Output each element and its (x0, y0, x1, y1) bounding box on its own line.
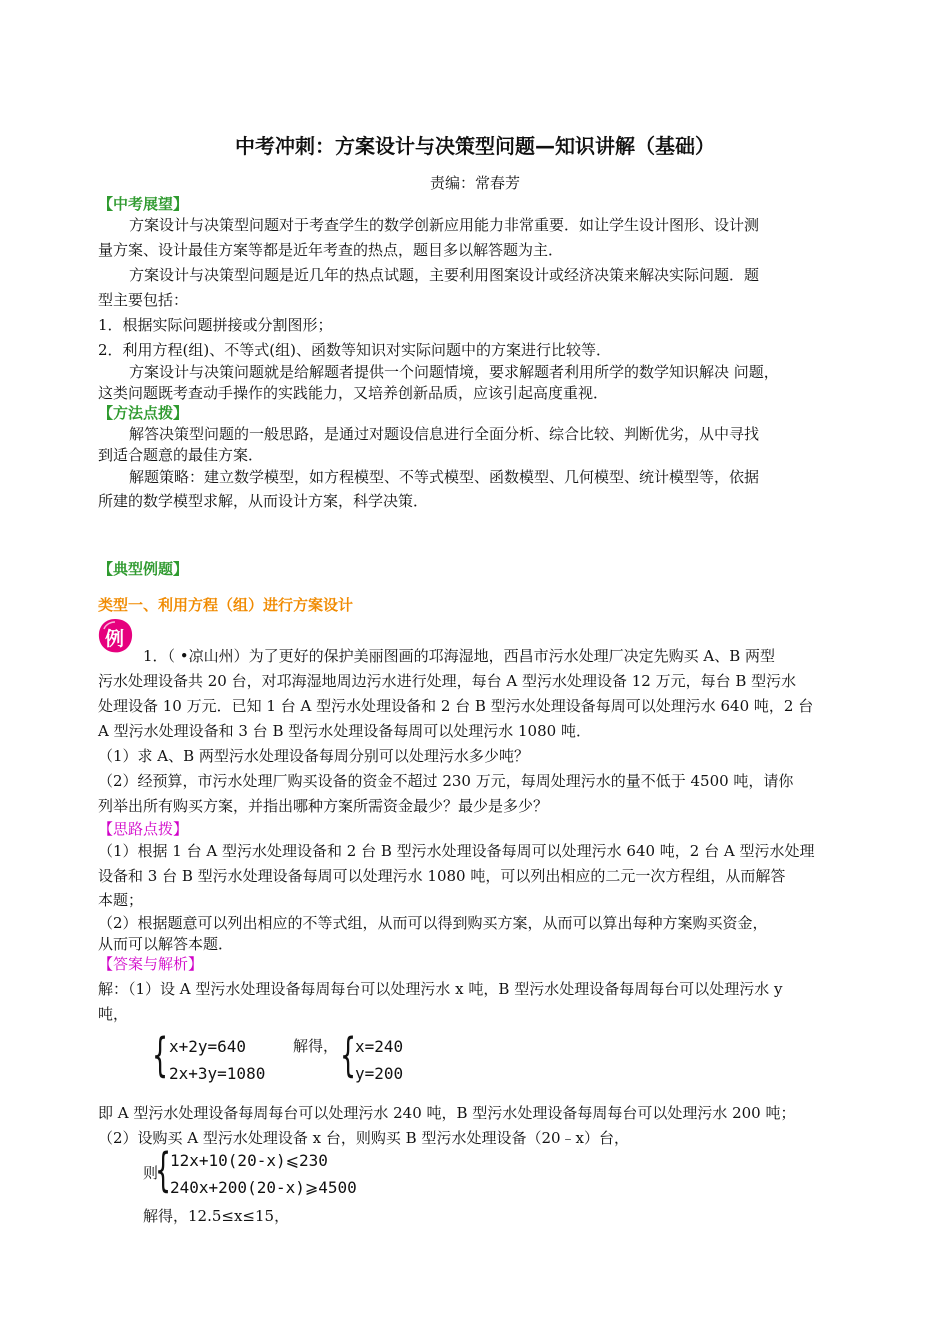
method-p1-line2: 到适合题意的最佳方案． (98, 446, 264, 464)
solution-y: y=200 (355, 1064, 404, 1083)
q1-line1: 1．（ •凉山州）为了更好的保护美丽图画的邛海湿地，西昌市污水处理厂决定先购买 A、B 两型 (143, 647, 776, 665)
solution-brace: { (340, 1028, 357, 1082)
inequality-brace: { (155, 1143, 172, 1197)
answer-s1-line2: 吨， (98, 1005, 129, 1023)
outlook-p2-line2: 型主要包括： (98, 291, 189, 309)
method-heading: 【方法点拨】 (98, 404, 189, 422)
type-one-heading: 类型一、利用方程（组）进行方案设计 (98, 596, 354, 614)
hint-b-line1: （2）根据题意可以列出相应的不等式组，从而可以得到购买方案，从而可以算出每种方案购买资金， (98, 914, 768, 932)
outlook-heading: 【中考展望】 (98, 195, 189, 213)
outlook-item-1: 1．根据实际问题拼接或分割图形； (98, 316, 333, 334)
solve-label: 解得， (293, 1037, 339, 1055)
badge-label: 例 (105, 628, 125, 650)
hint-b-line2: 从而可以解答本题． (98, 935, 234, 953)
outlook-p1-line2: 量方案、设计最佳方案等都是近年考查的热点，题目多以解答题为主． (98, 241, 564, 259)
example-badge-icon (96, 617, 134, 655)
page-title: 中考冲刺：方案设计与决策型问题—知识讲解（基础） (235, 134, 715, 158)
q1-line4: A 型污水处理设备和 3 台 B 型污水处理设备每周可以处理污水 1080 吨． (98, 722, 591, 740)
answer-s1-result: 即 A 型污水处理设备每周每台可以处理污水 240 吨，B 型污水处理设备每周每台可以处理污水 200 吨； (98, 1104, 796, 1122)
method-p1-line1: 解答决策型问题的一般思路，是通过对题设信息进行全面分析、综合比较、判断优劣，从中寻找 (129, 425, 760, 443)
outlook-item-2: 2．利用方程(组)、不等式(组)、函数等知识对实际问题中的方案进行比较等． (98, 341, 611, 359)
editor-line: 责编：常春芳 (429, 174, 520, 192)
answer-heading: 【答案与解析】 (98, 955, 204, 973)
outlook-p2-line1: 方案设计与决策型问题是近几年的热点试题，主要利用图案设计或经济决策来解决实际问题．题 (129, 266, 760, 284)
q1-sub2-line2: 列举出所有购买方案，并指出哪种方案所需资金最少？最少是多少？ (98, 797, 549, 815)
equation-brace: { (152, 1028, 169, 1082)
answer-s1-line1: 解：（1）设 A 型污水处理设备每周每台可以处理污水 x 吨，B 型污水处理设备每周每台可以处理污水 y (98, 980, 783, 998)
solution-x: x=240 (355, 1037, 404, 1056)
hint-a-line1: （1）根据 1 台 A 型污水处理设备和 2 台 B 型污水处理设备每周可以处理污水 640 吨，2 台 A 型污水处理 (98, 842, 815, 860)
q1-sub2-line1: （2）经预算，市污水处理厂购买设备的资金不超过 230 万元，每周处理污水的量不低于 4500 吨，请你 (98, 772, 794, 790)
method-p2-line1: 解题策略：建立数学模型，如方程模型、不等式模型、函数模型、几何模型、统计模型等，依据 (129, 468, 760, 486)
q1-line2: 污水处理设备共 20 台，对邛海湿地周边污水进行处理，每台 A 型污水处理设备 12 万元，每台 B 型污水 (98, 672, 797, 690)
q1-line3: 处理设备 10 万元．已知 1 台 A 型污水处理设备和 2 台 B 型污水处理设备每周可以处理污水 640 吨，2 台 (98, 697, 814, 715)
outlook-p3-line1: 方案设计与决策问题就是给解题者提供一个问题情境，要求解题者利用所学的数学知识解决 问题， (129, 363, 779, 381)
then-label: 则 (143, 1164, 159, 1182)
examples-heading: 【典型例题】 (98, 560, 189, 578)
answer-s2-line1: （2）设购买 A 型污水处理设备 x 台，则购买 B 型污水处理设备（20﹣x）台， (98, 1129, 630, 1147)
hint-a-line2: 设备和 3 台 B 型污水处理设备每周可以处理污水 1080 吨，可以列出相应的二元一次方程组，从而解答 (98, 867, 786, 885)
q1-sub1: （1）求 A、B 两型污水处理设备每周分别可以处理污水多少吨？ (98, 747, 529, 765)
hint-heading: 【思路点拨】 (98, 820, 189, 838)
inequality-2: 240x+200(20-x)⩾4500 (170, 1178, 357, 1197)
answer-s2-result: 解得，12.5≤x≤15， (143, 1207, 290, 1225)
outlook-p3-line2: 这类问题既考查动手操作的实践能力，又培养创新品质，应该引起高度重视． (98, 384, 609, 402)
method-p2-line2: 所建的数学模型求解，从而设计方案，科学决策． (98, 492, 429, 510)
inequality-1: 12x+10(20-x)⩽230 (170, 1151, 328, 1170)
outlook-p1-line1: 方案设计与决策型问题对于考查学生的数学创新应用能力非常重要．如让学生设计图形、设计测 (129, 216, 760, 234)
hint-a-line3: 本题； (98, 891, 144, 909)
equation-2: 2x+3y=1080 (169, 1064, 266, 1083)
equation-1: x+2y=640 (169, 1037, 247, 1056)
